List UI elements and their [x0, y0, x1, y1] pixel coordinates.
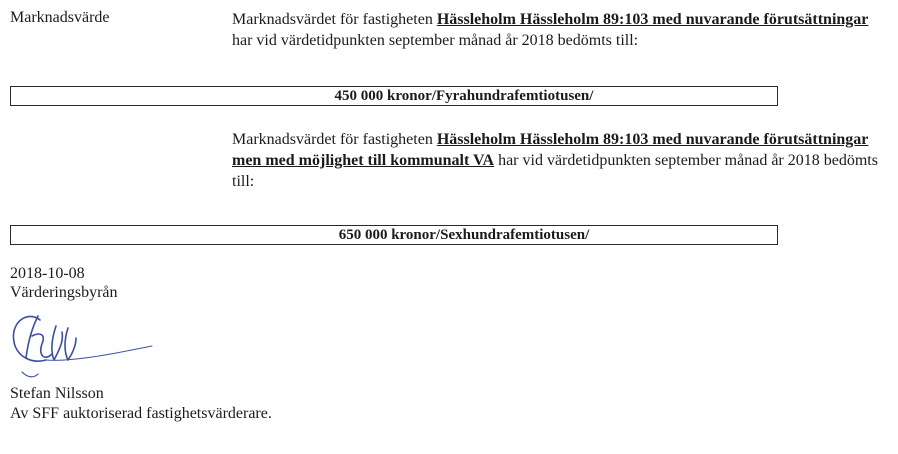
section-label: Marknadsvärde	[10, 9, 110, 26]
valuation-paragraph-va	[232, 129, 887, 192]
report-date: 2018-10-08	[10, 265, 85, 282]
signer-title: Av SFF auktoriserad fastighetsvärderare.	[10, 405, 272, 422]
property-description: Hässleholm Hässleholm 89:103 med nuvarande förutsättningar	[436, 11, 869, 28]
market-value-box-va	[10, 225, 778, 245]
valuation-paragraph-current	[232, 9, 887, 51]
paragraph-suffix: har vid värdetidpunkten september månad år 2018 bedömts till:	[232, 152, 878, 190]
market-value-box-current	[10, 86, 778, 106]
property-description: Hässleholm Hässleholm 89:103 med nuvarande förutsättningar men med möjlighet till kommunalt VA	[232, 131, 869, 169]
company-name: Värderingsbyrån	[10, 284, 118, 301]
paragraph-prefix: Marknadsvärdet för fastigheten	[232, 131, 437, 148]
signer-name: Stefan Nilsson	[10, 385, 104, 402]
signature-icon	[2, 302, 162, 382]
paragraph-prefix: Marknadsvärdet för fastigheten	[232, 11, 437, 28]
market-value-current: 450 000 kronor/Fyrahundrafemtiotusen/	[334, 88, 594, 104]
market-value-va: 650 000 kronor/Sexhundrafemtiotusen/	[338, 227, 590, 243]
paragraph-suffix: har vid värdetidpunkten september månad år 2018 bedömts till:	[232, 32, 639, 49]
